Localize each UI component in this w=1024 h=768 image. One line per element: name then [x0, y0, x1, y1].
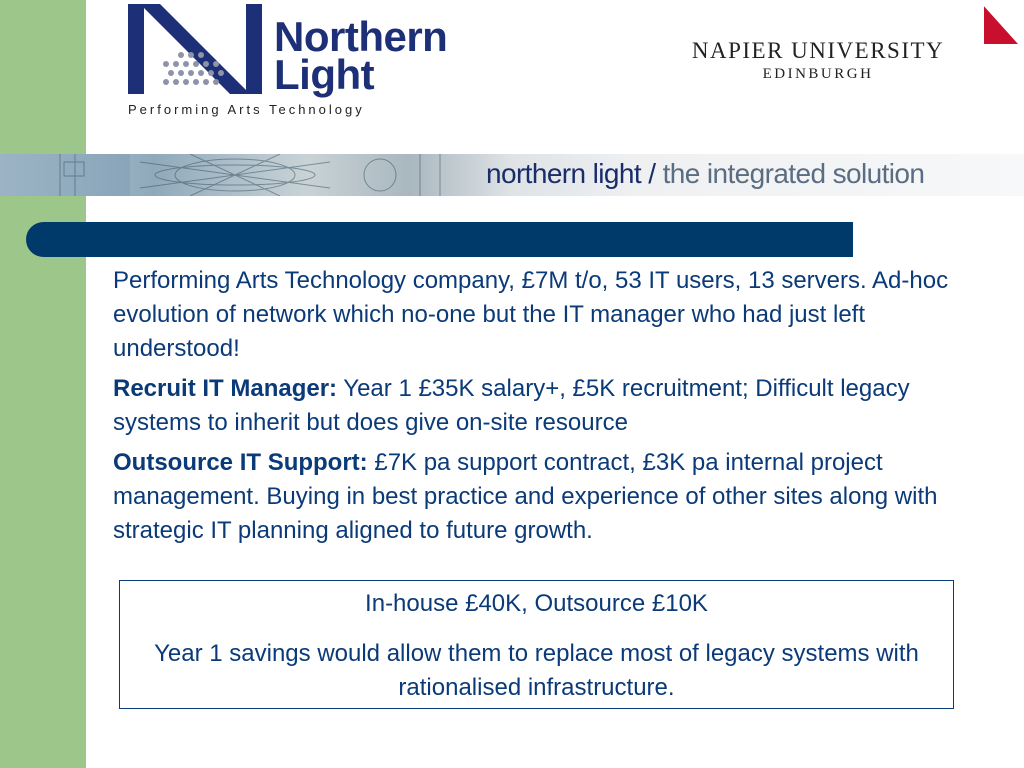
banner-slogan — [486, 158, 924, 190]
option-recruit-text: Year 1 £35K salary+, £5K recruitment; Difficult legacy systems to inherit but does give on-site resource — [113, 375, 910, 436]
northern-light-logo — [122, 0, 526, 122]
slide-body — [113, 264, 979, 554]
university-city: EDINBURGH — [762, 66, 874, 82]
banner-brand: northern light / — [486, 158, 656, 189]
university-name: NAPIER UNIVERSITY — [691, 38, 945, 63]
summary-savings-line: Year 1 savings would allow them to replace most of legacy systems with rationalised infrastructure. — [154, 640, 919, 701]
title-bar — [26, 222, 853, 257]
logo-name-line1: Northern — [274, 13, 448, 60]
banner-strip — [0, 154, 1024, 196]
option-outsource — [113, 446, 979, 548]
left-accent-strip — [0, 0, 86, 768]
option-recruit — [113, 372, 979, 440]
napier-university-logo — [668, 38, 968, 83]
banner-collage-icon — [0, 154, 500, 196]
logo-wordmark — [274, 13, 448, 98]
option-outsource-label: Outsource IT Support: — [113, 449, 368, 476]
logo-name-line2: Light — [274, 51, 375, 98]
summary-box — [119, 580, 954, 709]
intro-paragraph: Performing Arts Technology company, £7M t/o, 53 IT users, 13 servers. Ad-hoc evolution of network which no-one but the IT manager who had just left understood! — [113, 267, 949, 362]
northern-light-logo-mark-icon — [126, 2, 262, 94]
corner-triangle-icon — [976, 0, 1024, 48]
logo-tagline: Performing Arts Technology — [128, 102, 365, 117]
banner-slogan-text: the integrated solution — [655, 158, 925, 189]
option-recruit-label: Recruit IT Manager: — [113, 375, 338, 402]
option-outsource-text: £7K pa support contract, £3K pa internal project management. Buying in best practice and experience of other sites along with strategic IT planning aligned to future growth. — [113, 449, 938, 544]
summary-cost-line: In-house £40K, Outsource £10K — [365, 590, 708, 617]
